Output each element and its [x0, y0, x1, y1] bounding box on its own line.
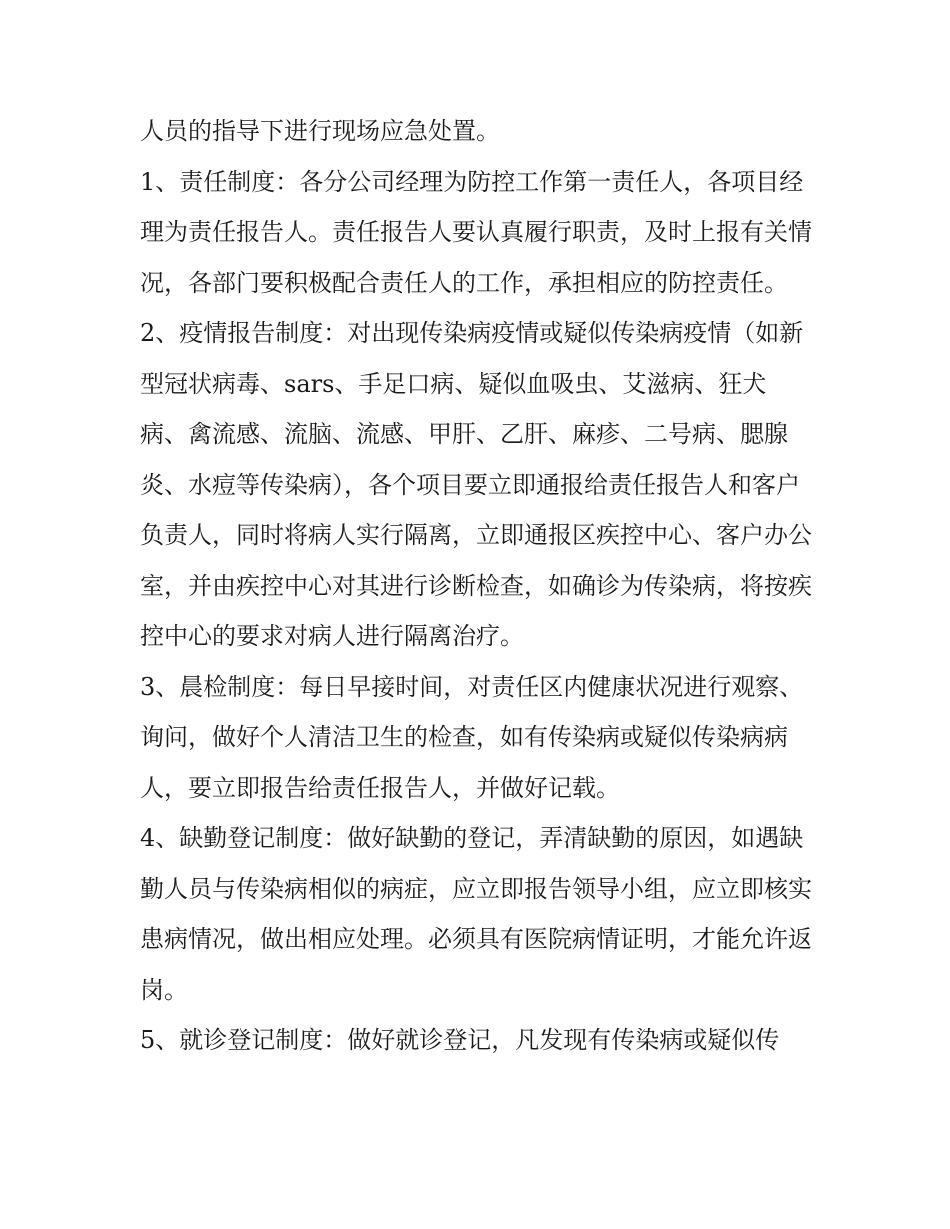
paragraph-absence-registration-system: 4、缺勤登记制度：做好缺勤的登记，弄清缺勤的原因，如遇缺勤人员与传染病相似的病症，应立即报告领导小组，应立即核实患病情况，做出相应处理。必须具有医院病情证明，才能允许返岗。 [140, 824, 812, 1004]
document-body [140, 106, 812, 1066]
paragraph-morning-check-system: 3、晨检制度：每日早接时间，对责任区内健康状况进行观察、询问，做好个人清洁卫生的检查，如有传染病或疑似传染病病人，要立即报告给责任报告人，并做好记载。 [140, 672, 804, 802]
paragraph-visit-registration-system: 5、就诊登记制度：做好就诊登记，凡发现有传染病或疑似传 [140, 1026, 780, 1054]
paragraph-responsibility-system: 1、责任制度：各分公司经理为防控工作第一责任人，各项目经理为责任报告人。责任报告人要认真履行职责，及时上报有关情况，各部门要积极配合责任人的工作，承担相应的防控责任。 [140, 167, 812, 297]
paragraph-epidemic-report-system: 2、疫情报告制度：对出现传染病疫情或疑似传染病疫情（如新型冠状病毒、sars、手足口病、疑似血吸虫、艾滋病、狂犬病、禽流感、流脑、流感、甲肝、乙肝、麻疹、二号病、腮腺炎、水痘等传染病），各个项目要立即通报给责任报告人和客户负责人，同时将病人实行隔离，立即通报区疾控中心、客户办公室，并由疾控中心对其进行诊断检查，如确诊为传染病，将按疾控中心的要求对病人进行隔离治疗。 [140, 319, 812, 650]
paragraph-continuation: 人员的指导下进行现场应急处置。 [140, 117, 500, 145]
